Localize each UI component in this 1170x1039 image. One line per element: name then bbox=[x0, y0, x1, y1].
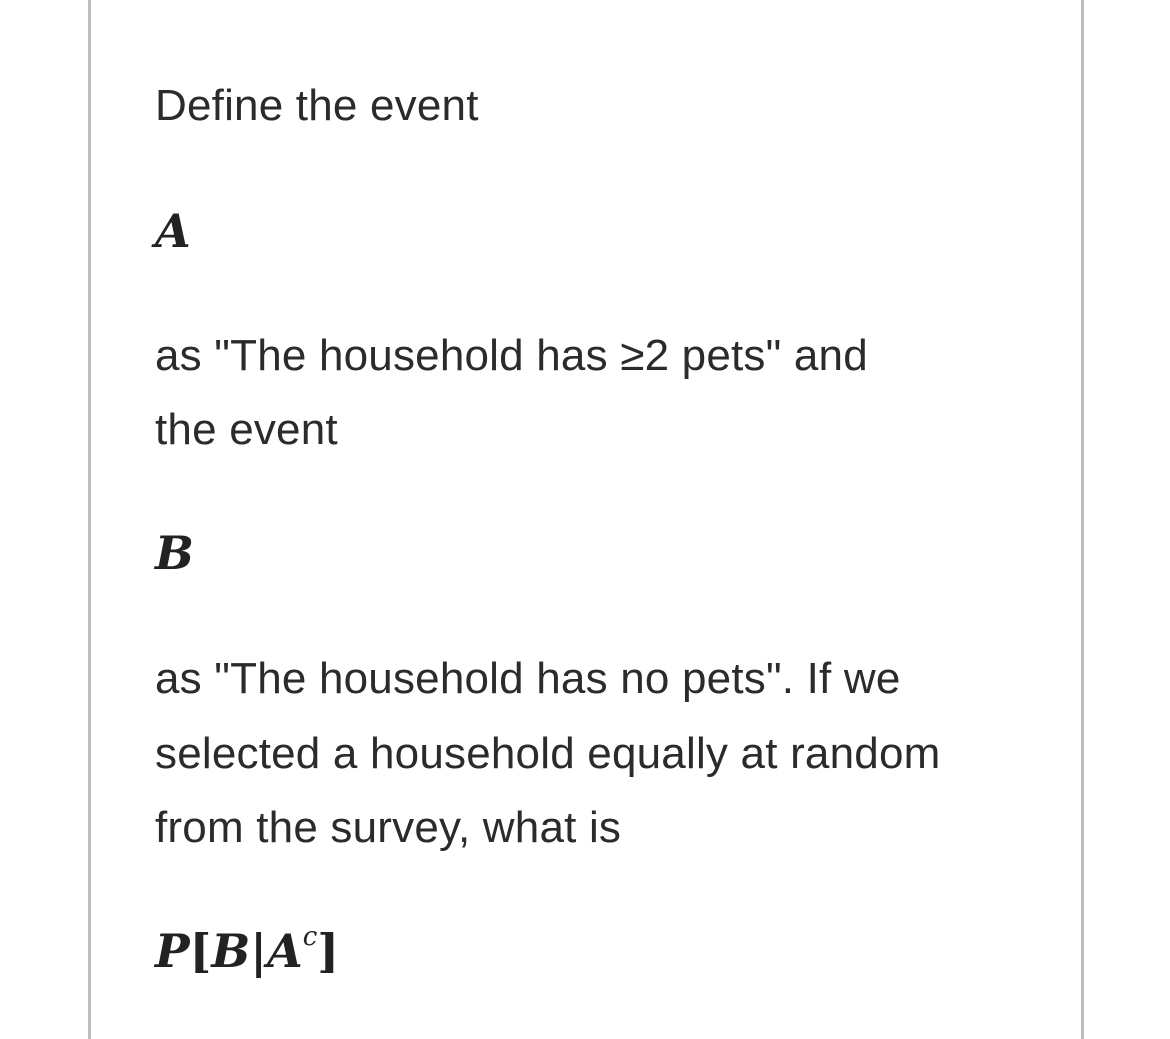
text-event-b-description: as "The household has no pets". If we bbox=[155, 654, 901, 703]
math-prob-a: A bbox=[266, 924, 303, 978]
text-selected-household: selected a household equally at random bbox=[155, 729, 941, 778]
math-close-bracket: ] bbox=[317, 924, 340, 978]
text-from-survey: from the survey, what is bbox=[155, 803, 622, 852]
math-open-bracket: [ bbox=[189, 924, 212, 978]
text-event-a-description: as "The household has ≥2 pets" and bbox=[155, 331, 868, 380]
math-conditional-probability bbox=[155, 921, 340, 978]
math-prob-b: B bbox=[211, 924, 251, 978]
math-event-a: A bbox=[155, 204, 191, 258]
math-event-b: B bbox=[155, 526, 194, 580]
math-given-bar: | bbox=[250, 924, 267, 978]
content-frame bbox=[88, 0, 1084, 1039]
text-the-event: the event bbox=[155, 405, 338, 454]
text-define-event: Define the event bbox=[155, 81, 479, 130]
math-prob-p: P bbox=[155, 924, 190, 978]
math-complement-superscript: c bbox=[302, 921, 318, 952]
